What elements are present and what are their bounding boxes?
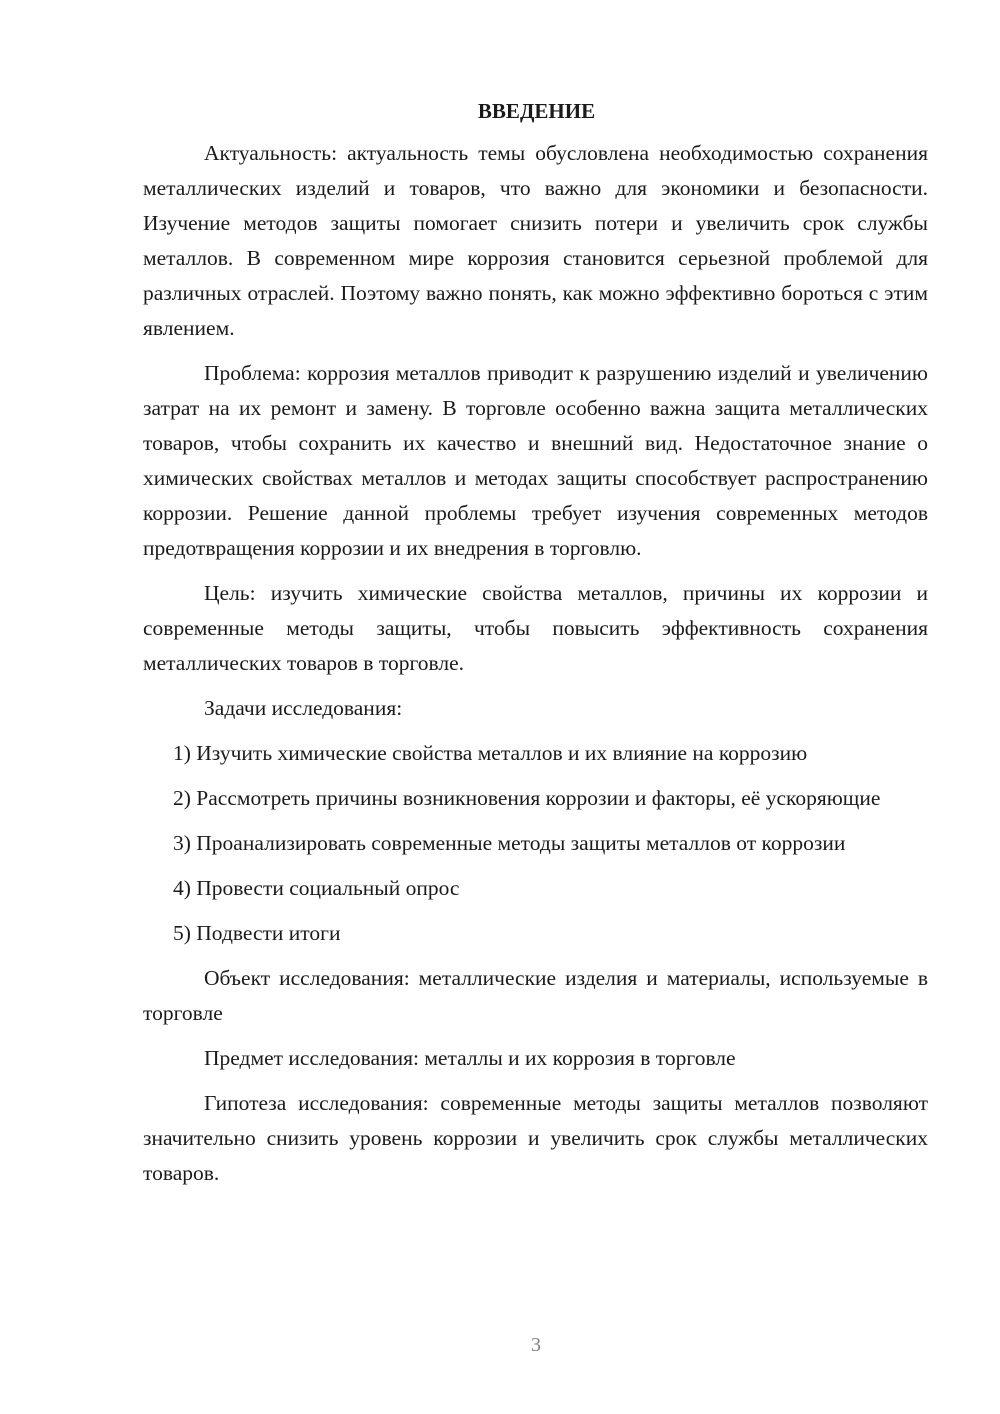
task-item: 1) Изучить химические свойства металлов и их влияние на коррозию xyxy=(173,741,808,765)
task-item: 5) Подвести итоги xyxy=(173,921,341,945)
object-paragraph: Объект исследования: металлические изделия и материалы, используемые в торговле xyxy=(143,966,928,1025)
page-number: 3 xyxy=(531,1334,541,1356)
task-item: 4) Провести социальный опрос xyxy=(173,876,460,900)
hypothesis-paragraph: Гипотеза исследования: современные методы защиты металлов позволяют значительно снизить уровень коррозии и увеличить срок службы металлических товаров. xyxy=(143,1091,928,1185)
task-item: 3) Проанализировать современные методы защиты металлов от коррозии xyxy=(173,831,846,855)
page-content xyxy=(143,96,928,1201)
relevance-paragraph: Актуальность: актуальность темы обусловлена необходимостью сохранения металлических изделий и товаров, что важно для экономики и безопасности. Изучение методов защиты помогает снизить потери и увеличить срок службы металлов. В современном мире коррозия становится серьезной проблемой для различных отраслей. Поэтому важно понять, как можно эффективно бороться с этим явлением. xyxy=(143,141,928,340)
page-title: ВВЕДЕНИЕ xyxy=(477,99,596,123)
goal-paragraph: Цель: изучить химические свойства металлов, причины их коррозии и современные методы защиты, чтобы повысить эффективность сохранения металлических товаров в торговле. xyxy=(143,581,928,675)
task-item: 2) Рассмотреть причины возникновения коррозии и факторы, её ускоряющие xyxy=(173,786,881,810)
subject-paragraph: Предмет исследования: металлы и их коррозия в торговле xyxy=(204,1046,736,1070)
problem-paragraph: Проблема: коррозия металлов приводит к разрушению изделий и увеличению затрат на их ремонт и замену. В торговле особенно важна защита металлических товаров, чтобы сохранить их качество и внешний вид. Недостаточное знание о химических свойствах металлов и методах защиты способствует распространению коррозии. Решение данной проблемы требует изучения современных методов предотвращения коррозии и их внедрения в торговлю. xyxy=(143,361,928,560)
tasks-intro: Задачи исследования: xyxy=(204,696,403,720)
